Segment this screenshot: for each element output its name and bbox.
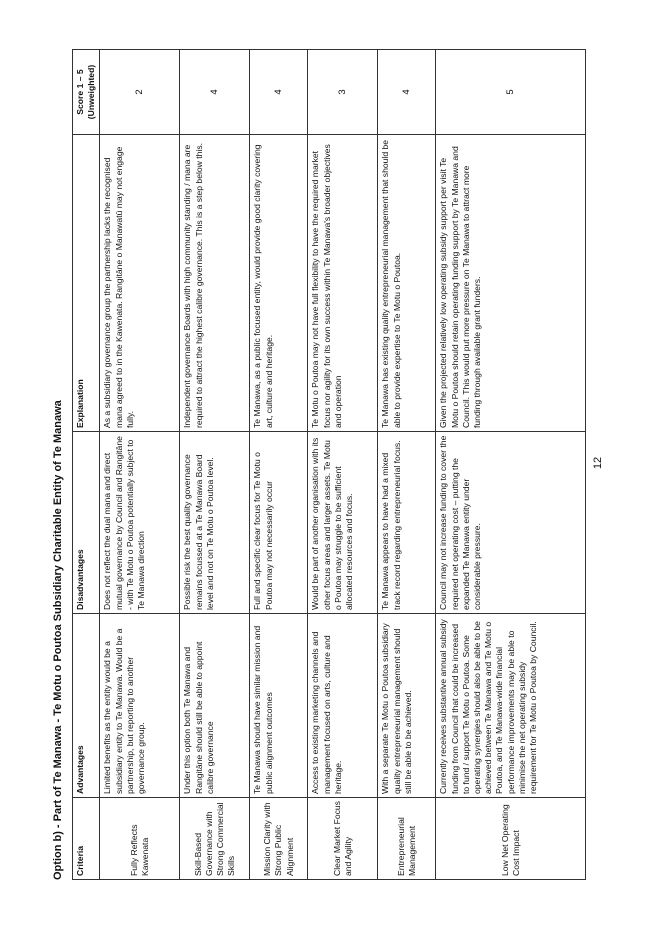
score-cell: 4 [180, 50, 250, 135]
page-title: Option b) - Part of Te Manawa - Te Motu o Poutoa Subsidiary Charitable Entity of Te Manawa [52, 400, 64, 880]
criteria-cell: Entrepreneurial Management [378, 798, 436, 880]
header-score: Score 1 – 5 (Unweighted) [73, 50, 100, 135]
disadvantages-cell: Possible risk the best quality governance remains focussed at a Te Manawa Board level and not on Te Motu o Poutoa level. [180, 432, 250, 614]
table-row [308, 50, 378, 880]
disadvantages-cell: Full and specific clear focus for Te Motu o Poutoa may not necessarily occur [250, 432, 308, 614]
score-cell: 4 [378, 50, 436, 135]
advantages-cell: Currently receives substantive annual subsidy funding from Council that could be increased to fund / support Te Motu o Poutoa. Some operating synergies should also be able to be achieved between Te Manawa and Te Motu o Poutoa, and Te Manawa-wide financial performance improvements may be able to minimise the net operating subsidy requirement for Te Motu o Poutoa by Council. [436, 614, 586, 798]
table-row [100, 50, 180, 880]
criteria-cell: Skill-Based Governance with Strong Commercial Skills [180, 798, 250, 880]
rotated-page [48, 50, 608, 880]
table-row [378, 50, 436, 880]
explanation-cell: Given the projected relatively low operating subsidy support per visit Te Motu o Poutoa should retain operating funding support by Te Manawa and Council. This would put more pressure on Te Manawa to attract more funding through available grant funders. [436, 135, 586, 432]
options-table [72, 49, 586, 880]
explanation-cell: Independent governance Boards with high community standing / mana are required to attract the highest calibre governance. This is a step below this. [180, 135, 250, 432]
table-row [180, 50, 250, 880]
advantages-cell: With a separate Te Motu o Poutoa subsidiary quality entrepreneurial management should still be able to be achieved. [378, 614, 436, 798]
score-cell: 4 [250, 50, 308, 135]
page-number: 12 [592, 456, 604, 470]
advantages-cell: Limited benefits as the entity would be a subsidiary entity to Te Manawa. Would be a partnership, but reporting to another governance group. [100, 614, 180, 798]
header-disadvantages: Disadvantages [73, 432, 100, 614]
score-cell: 2 [100, 50, 180, 135]
criteria-cell: Fully Reflects Kawenata [100, 798, 180, 880]
advantages-cell: Te Manawa should have similar mission and public alignment outcomes [250, 614, 308, 798]
table-header-row [73, 50, 100, 880]
criteria-cell: Clear Market Focus and Agility [308, 798, 378, 880]
disadvantages-cell: Would be part of another organisation with its other focus areas and larger assets. Te Motu o Poutoa may struggle to be sufficient allocated resources and focus. [308, 432, 378, 614]
disadvantages-cell: Te Manawa appears to have had a mixed track record regarding entrepreneurial focus. [378, 432, 436, 614]
disadvantages-cell: Does not reflect the dual mana and direct mutual governance by Council and Rangitāne - with Te Motu o Poutoa potentially subject to Te Manawa direction [100, 432, 180, 614]
header-advantages: Advantages [73, 614, 100, 798]
header-explanation: Explanation [73, 135, 100, 432]
explanation-cell: Te Motu o Poutoa may not have full flexibility to have the required market focus nor agility for its own success within Te Manawa's broader objectives and operation [308, 135, 378, 432]
advantages-cell: Under this option both Te Manawa and Rangitāne should still be able to appoint calibre governance [180, 614, 250, 798]
header-criteria: Criteria [73, 798, 100, 880]
disadvantages-cell: Council may not increase funding to cover the required net operating cost – putting the expanded Te Manawa entity under considerable pressure. [436, 432, 586, 614]
score-cell: 3 [308, 50, 378, 135]
advantages-cell: Access to existing marketing channels and management focused on arts, culture and heritage. [308, 614, 378, 798]
table-row [436, 50, 586, 880]
explanation-cell: As a subsidiary governance group the partnership lacks the recognised mana agreed to in the Kawenata. Rangitāne o Manawatū may not engage fully. [100, 135, 180, 432]
score-cell: 5 [436, 50, 586, 135]
criteria-cell: Mission Clarity with Strong Public Alignment [250, 798, 308, 880]
criteria-cell: Low Net Operating Cost Impact [436, 798, 586, 880]
table-row [250, 50, 308, 880]
explanation-cell: Te Manawa has existing quality entrepreneurial management that should be able to provide expertise to Te Motu o Poutoa. [378, 135, 436, 432]
explanation-cell: Te Manawa, as a public focused entity, would provide good clarity covering art, culture and heritage. [250, 135, 308, 432]
